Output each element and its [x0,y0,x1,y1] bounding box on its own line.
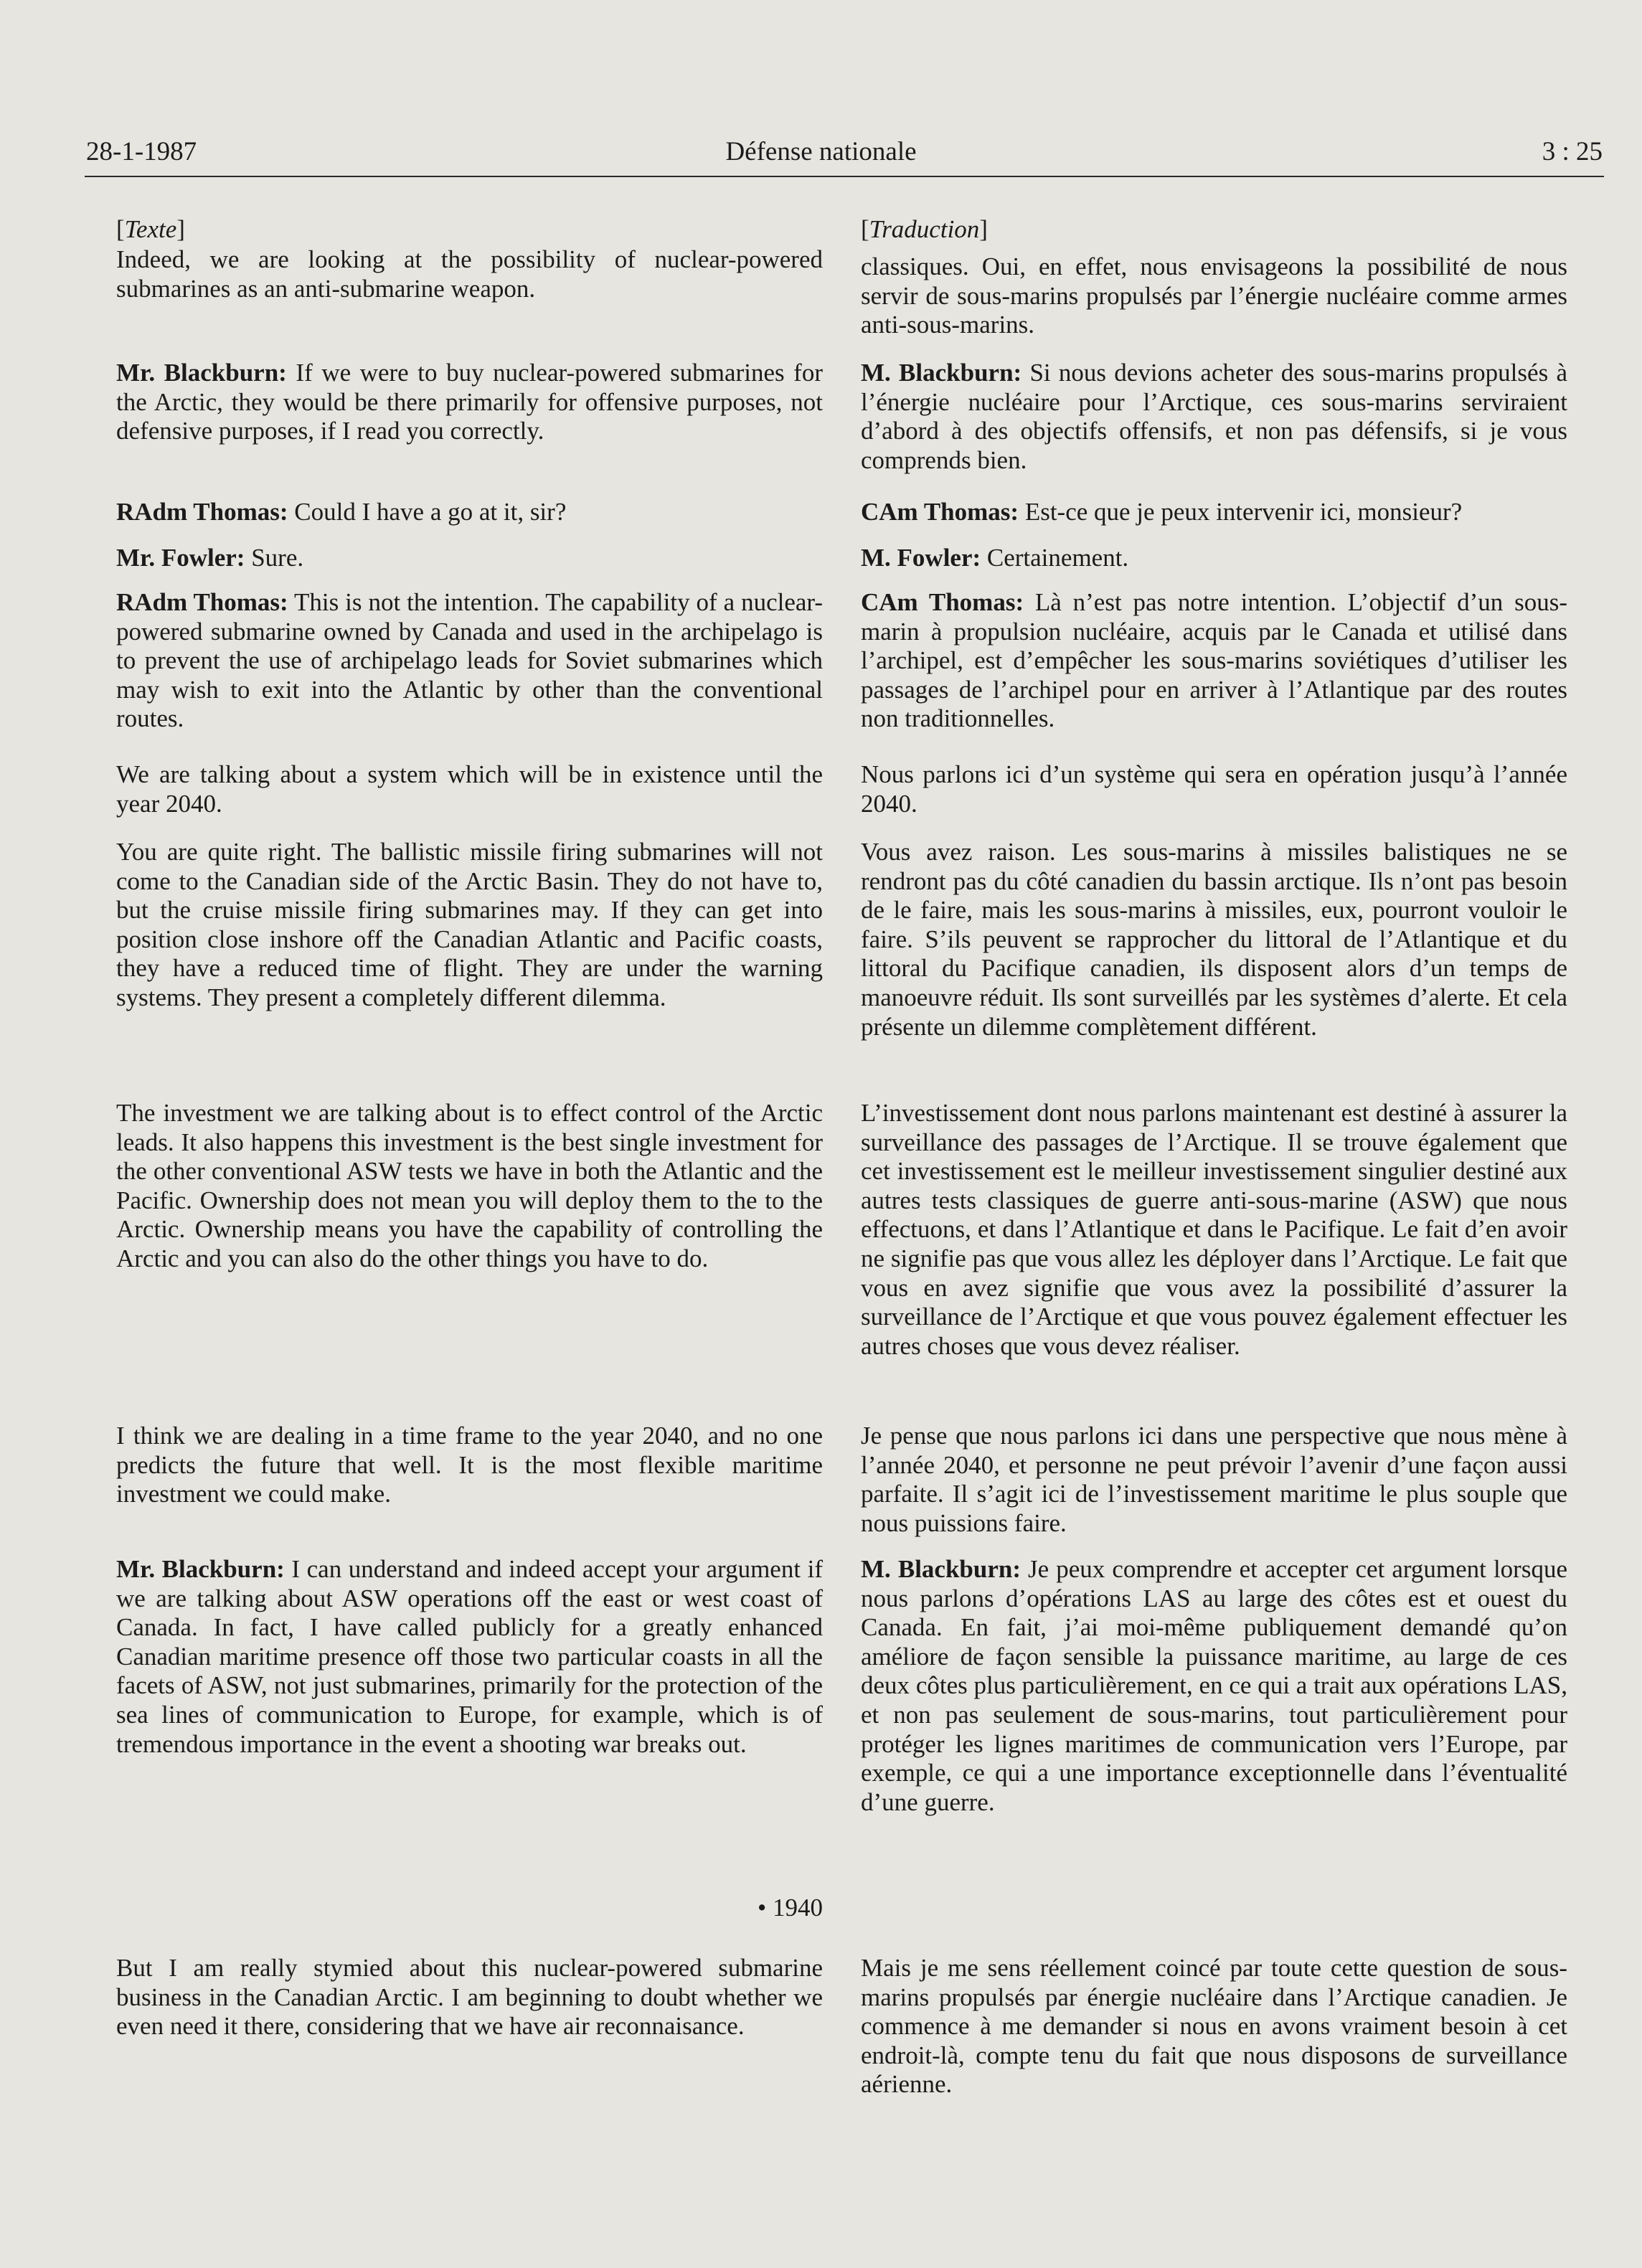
paragraph-text: Vous avez raison. Les sous-marins à missiles balistiques ne se rendront pas du côté canadien du bassin arctique. Ils n’ont pas besoin de le faire, mais les sous-marins à missiles, eux, pourront vouloir le faire. S’ils peuvent se rapprocher du littoral de l’Atlantique et du littoral du Pacifique canadien, ils disposent alors d’un temps de manoeuvre réduit. Ils sont surveillés par les systèmes d’alerte. Et cela présente un dilemme complètement différent. [861,838,1567,1041]
paragraph [861,1954,1567,2099]
speaker: M. Blackburn: [861,359,1022,387]
paragraph [861,252,1567,340]
speaker: M. Blackburn: [861,1555,1021,1583]
speaker: CAm Thomas: [861,498,1019,526]
header-title: Défense nationale [725,137,917,166]
paragraph-text: Certainement. [981,544,1129,572]
time-marker: • 1940 [757,1894,823,1922]
speaker: CAm Thomas: [861,588,1024,616]
paragraph-text: Mais je me sens réellement coincé par toute cette question de sous-marins propulsés par énergie nucléaire dans l’Arctique canadien. Je commence à me demander si nous en avons vraiment besoin à cet endroit-là, compte tenu du fait que nous disposons de surveillance aérienne. [861,1954,1567,2099]
paragraph-text: You are quite right. The ballistic missile firing submarines will not come to the Canadian side of the Arctic Basin. They do not have to, but the cruise missile firing submarines may. If they can get into position close inshore off the Canadian Atlantic and Pacific coasts, they have a reduced time of flight. They are under the warning systems. They present a completely different dilemma. [116,838,823,1011]
paragraph [861,838,1567,1041]
paragraph-text: Je pense que nous parlons ici dans une perspective que nous mène à l’année 2040, et personne ne peut prévoir l’avenir d’une façon aussi parfaite. Il s’agit ici de l’investissement maritime le plus souple que nous puissions faire. [861,1422,1567,1537]
paragraph-text: Si nous devions acheter des sous-marins propulsés à l’énergie nucléaire pour l’Arctique, ces sous-marins serviraient d’abord à des objectifs offensifs, et non pas défensifs, si je vous comprends bien. [861,359,1567,474]
paragraph [116,498,823,527]
speaker: Mr. Blackburn: [116,1555,285,1583]
paragraph [116,1954,823,2041]
paragraph-text: I think we are dealing in a time frame to the year 2040, and no one predicts the future that well. It is the most flexible maritime investment we could make. [116,1422,823,1508]
paragraph-text: Est-ce que je peux intervenir ici, monsieur? [1019,498,1463,526]
section-tag-traduction: [Traduction] [861,215,988,243]
paragraph [116,1099,823,1274]
paragraph [861,544,1567,573]
paragraph [116,1555,823,1759]
paragraph-text: Là n’est pas notre intention. L’objectif d’un sous-marin à propulsion nucléaire, acquis par le Canada et utilisé dans l’archipel, est d’empêcher les sous-marins soviétiques d’utiliser les passages de l’archipel pour en arriver à l’Atlantique par des routes non traditionnelles. [861,588,1567,733]
paragraph [116,359,823,446]
paragraph [116,1422,823,1509]
paragraph-text: If we were to buy nuclear-powered submarines for the Arctic, they would be there primarily for offensive purposes, not defensive purposes, if I read you correctly. [116,359,823,445]
section-tag-label: Texte [124,215,177,243]
paragraph-text: But I am really stymied about this nuclear-powered submarine business in the Canadian Arctic. I am beginning to doubt whether we even need it there, considering that we have air reconnaisance. [116,1954,823,2041]
speaker: Mr. Fowler: [116,544,245,572]
speaker: RAdm Thomas: [116,588,288,616]
header-date: 28-1-1987 [86,137,197,166]
header-rule [85,176,1604,177]
speaker: Mr. Blackburn: [116,359,287,387]
paragraph [861,588,1567,734]
section-tag-texte: [Texte] [116,215,185,243]
paragraph-text: Sure. [245,544,304,572]
paragraph [116,760,823,818]
paragraph [861,1422,1567,1538]
header-page-number: 3 : 25 [1542,137,1603,166]
paragraph [861,359,1567,475]
speaker: M. Fowler: [861,544,981,572]
section-tag-label: Traduction [869,215,980,243]
paragraph-text: Je peux comprendre et accepter cet argument lorsque nous parlons d’opérations LAS au large des côtes est et ouest du Canada. En fait, j’ai moi-même publiquement demandé qu’on améliore de façon sensible la puissance maritime, au large de ces deux côtes plus particulièrement, en ce qui a trait aux opérations LAS, et non pas seulement de sous-marins, tout particulièrement pour protéger les lignes maritimes de communication vers l’Europe, par exemple, ce qui a une importance exceptionnelle dans l’éventualité d’une guerre. [861,1555,1567,1816]
paragraph [116,838,823,1013]
paragraph-text: Nous parlons ici d’un système qui sera en opération jusqu’à l’année 2040. [861,760,1567,818]
paragraph [861,498,1567,527]
paragraph [861,1555,1567,1817]
paragraph [116,544,823,573]
paragraph-text: Could I have a go at it, sir? [288,498,567,526]
paragraph [861,1099,1567,1361]
paragraph-text: L’investissement dont nous parlons maintenant est destiné à assurer la surveillance des passages de l’Arctique. Il se trouve également que cet investissement est le meilleur investissement singulier destiné aux autres tests classiques de guerre anti-sous-marine (ASW) que nous effectuons, et dans l’Atlantique et dans le Pacifique. Le fait d’en avoir ne signifie pas que vous allez les déployer dans l’Arctique. Le fait que vous en avez signifie que vous avez la possibilité d’assurer la surveillance de l’Arctique et que vous pouvez également effectuer les autres choses que vous devez réaliser. [861,1099,1567,1360]
paragraph-text: I can understand and indeed accept your argument if we are talking about ASW operations off the east or west coast of Canada. In fact, I have called publicly for a greatly enhanced Canadian maritime presence off those two particular coasts in all the facets of ASW, not just submarines, primarily for the protection of the sea lines of communication to Europe, for example, which is of tremendous importance in the event a shooting war breaks out. [116,1555,824,1758]
paragraph-text: This is not the intention. The capability of a nuclear-powered submarine owned by Canada and used in the archipelago is to prevent the use of archipelago leads for Soviet submarines which may wish to exit into the Atlantic by other than the conventional routes. [116,588,824,733]
paragraph [116,588,823,734]
paragraph-text: classiques. Oui, en effet, nous envisageons la possibilité de nous servir de sous-marins propulsés par l’énergie nucléaire comme armes anti-sous-marins. [861,252,1567,339]
paragraph [861,760,1567,818]
paragraph-text: We are talking about a system which will be in existence until the year 2040. [116,760,823,818]
paragraph-text: The investment we are talking about is to effect control of the Arctic leads. It also happens this investment is the best single investment for the other conventional ASW tests we have in both the Atlantic and the Pacific. Ownership does not mean you will deploy them to the to the Arctic. Ownership means you have the capability of controlling the Arctic and you can also do the other things you have to do. [116,1099,823,1272]
paragraph [116,245,823,303]
paragraph-text: Indeed, we are looking at the possibility of nuclear-powered submarines as an anti-submarine weapon. [116,245,823,303]
speaker: RAdm Thomas: [116,498,288,526]
